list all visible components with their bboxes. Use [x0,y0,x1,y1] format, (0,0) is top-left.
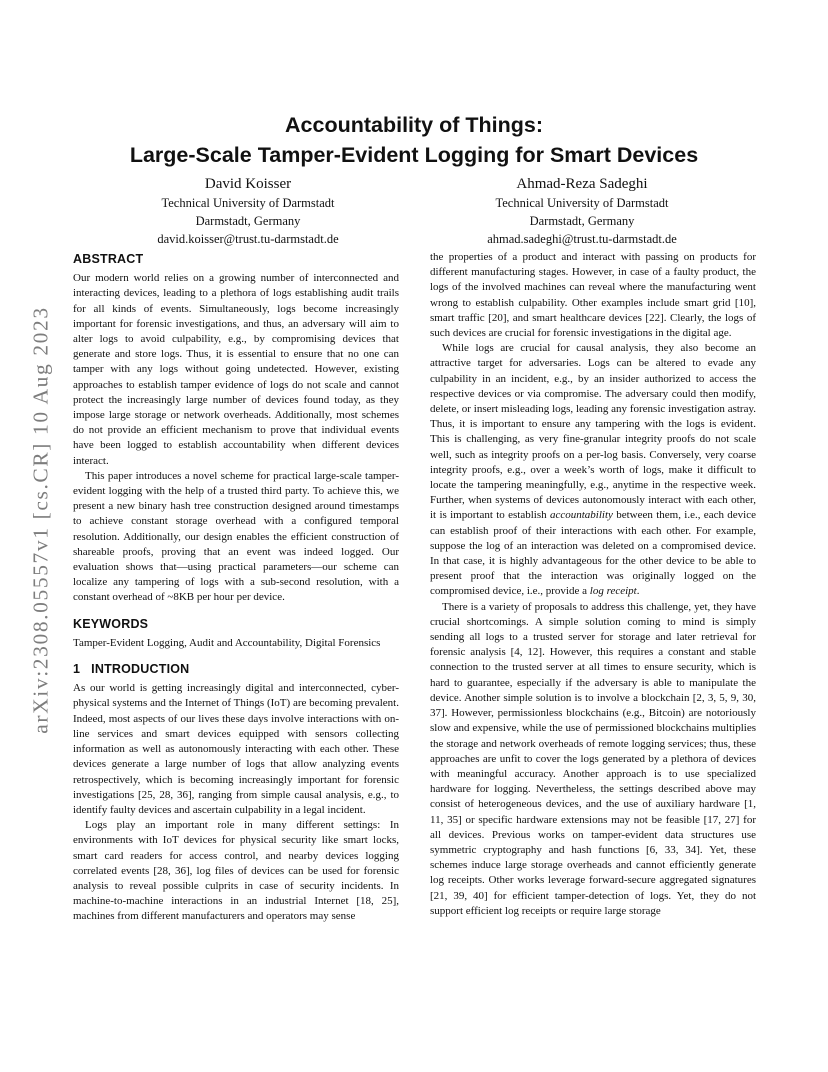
author-block-1 [78,174,418,248]
introduction-heading: 1 INTRODUCTION [73,662,190,677]
title-line-2: Large-Scale Tamper-Evident Logging for Smart Devices [129,143,699,167]
author-name: David Koisser [204,176,292,192]
title-line-1: Accountability of Things: [285,113,543,137]
introduction-paragraph-4 [430,341,756,599]
arxiv-identifier-text: arXiv:2308.05557v1 [cs.CR] 10 Aug 2023 [28,306,53,734]
introduction-paragraph-1: As our world is getting increasingly digital and interconnected, cyber-physical systems and the Internet of Things (IoT) are becoming prevalent. Indeed, most aspects of our lives these days involve interactions with on-line services and smart devices equipped with sensors collecting information as well as autonomously interacting with each other. These devices generate a large number of logs that allow analyzing events retrospectively, which is becoming increasingly important for forensic investigations [25, 28, 36], ranging from simple causal analysis, e.g., to identify faulty devices and ascertain culpability in a legal incident. [73,682,399,816]
abstract-paragraph-2: This paper introduces a novel scheme for practical large-scale tamper-evident logging with the help of a trusted third party. To achieve this, we present a new binary hash tree construction designed around timestamps to achieve constant storage overhead with a configured temporal resolution. Additionally, our design enables the efficient construction of shareable proofs, proving that an event was indeed logged. Our evaluation shows that—using practical parameters—our scheme can localize any tampering of logs with a sub-second resolution, with a constant overhead of ~8KB per hour per device. [73,469,399,604]
paragraph-text: between them, i.e., each device can establish proof of their interactions with each other. For example, suppose the log of an interaction was deleted on a compromised device. In that case, it is highly advantageous for the other device to be able to present proof that the interaction was originally logged on the compromised device, i.e., provide a [430,509,756,598]
arxiv-identifier [28,270,54,770]
paper-title [74,110,754,170]
keywords-text: Tamper-Evident Logging, Audit and Accountability, Digital Forensics [73,636,381,649]
introduction-paragraph-5: There is a variety of proposals to address this challenge, yet, they have crucial shortcomings. A simple solution coming to mind is simply sending all logs to a trusted server for storage and later retrieval for forensic analysis [4, 12]. However, this requires a constant and stable connection to the trusted server at all times to ensure security, which is hard to guarantee, especially if the adversary is able to manipulate the device. Another simple solution is to involve a blockchain [2, 3, 5, 9, 30, 37]. However, permissionless blockchains (e.g., Bitcoin) are notoriously slow and expensive, while the use of permissioned blockchains multiplies the storage and network overheads of remote logging services; thus, these approaches are unfit to cover the logs generated by a plethora of devices with meaningful accuracy. Another approach is to use specialized hardware for logging. Nevertheless, the settings described above may consist of heterogeneous devices, and the use of auxiliary hardware [1, 11, 35] or specific hardware extensions may not be feasible [17, 27] for all devices. Previous works on tamper-evident data structures use symmetric cryptography and hash functions [6, 33, 34]. Yet, these schemes induce large storage overheads and cannot efficiently generate log receipts. Other works leverage forward-secure aggregated signatures [21, 39, 40] for efficient tamper-detection of logs. Yet, they do not support efficient log receipts or require large storage [430,600,756,917]
author-affiliation: Technical University of Darmstadt [495,196,669,210]
author-email[interactable]: david.koisser@trust.tu-darmstadt.de [157,232,339,246]
author-affiliation: Technical University of Darmstadt [161,196,335,210]
author-location: Darmstadt, Germany [529,214,635,228]
paragraph-text: While logs are crucial for causal analysis, they also become an attractive target for adversaries. Logs can be altered to evade any culpability in an incident, e.g., by an insider authorized to access the respective devices or via compromise. The adversary could then modify, delete, or insert misleading logs, leading any forensic investigation astray. Thus, it is important to ensure any tampering with the logs is evident. This is challenging, as very fine-granular integrity proofs do not scale well, such as integrity proofs on a per-log basis. Conversely, very coarse integrity proofs, e.g., over a week’s worth of logs, make it difficult to locate the tampering meaningfully, e.g., anytime in the respective week. Further, when systems of devices autonomously interact with each other, it is important to establish [430,342,756,522]
abstract-heading: ABSTRACT [73,252,144,266]
introduction-paragraph-3: the properties of a product and interact with passing on products for different manufacturing stages. However, in case of a faulty product, the logs of the involved machines can reveal where the manufacturing went wrong to establish culpability. Other examples include smart grid [10], smart traffic [20], and smart healthcare devices [22]. Clearly, the logs of such devices are crucial for forensic investigations in the digital age. [430,251,756,340]
left-column [73,252,399,925]
emphasis-accountability: accountability [549,509,613,522]
paragraph-text: . [636,585,640,598]
author-block-2 [412,174,752,248]
author-name: Ahmad-Reza Sadeghi [516,176,648,192]
keywords-heading: KEYWORDS [73,616,149,631]
introduction-paragraph-2: Logs play an important role in many different settings: In environments with IoT devices for physical security like smart locks, smart card readers for access control, and nearby devices logging correlated events [28, 36], log files of devices can be used for forensic analysis to reveal possible culprits in case of security incidents. In machine-to-machine interactions in an industrial Internet [18, 25], machines from different manufacturers and operators may sense [73,819,399,923]
author-email[interactable]: ahmad.sadeghi@trust.tu-darmstadt.de [487,232,677,246]
author-location: Darmstadt, Germany [195,214,301,228]
emphasis-log-receipt: log receipt [589,585,637,598]
right-column [430,250,756,919]
abstract-paragraph-1: Our modern world relies on a growing number of interconnected and interacting devices, leading to a plethora of logs establishing audit trails for all kinds of events. Simultaneously, logs become increasingly important for forensic investigations, and thus, an adversary will aim to alter logs to avoid culpability, e.g., by compromising devices that generate and store logs. Thus, it is essential to ensure that no one can tamper with any logs without going undetected. However, existing approaches to establish tamper evidence of logs do not scale and cannot protect the increasingly large number of devices found today, as they impose large storage or network overheads. Additionally, most schemes do not provide an efficient mechanism to prove that individual events have been logged to establish accountability when different devices interact. [73,272,399,467]
